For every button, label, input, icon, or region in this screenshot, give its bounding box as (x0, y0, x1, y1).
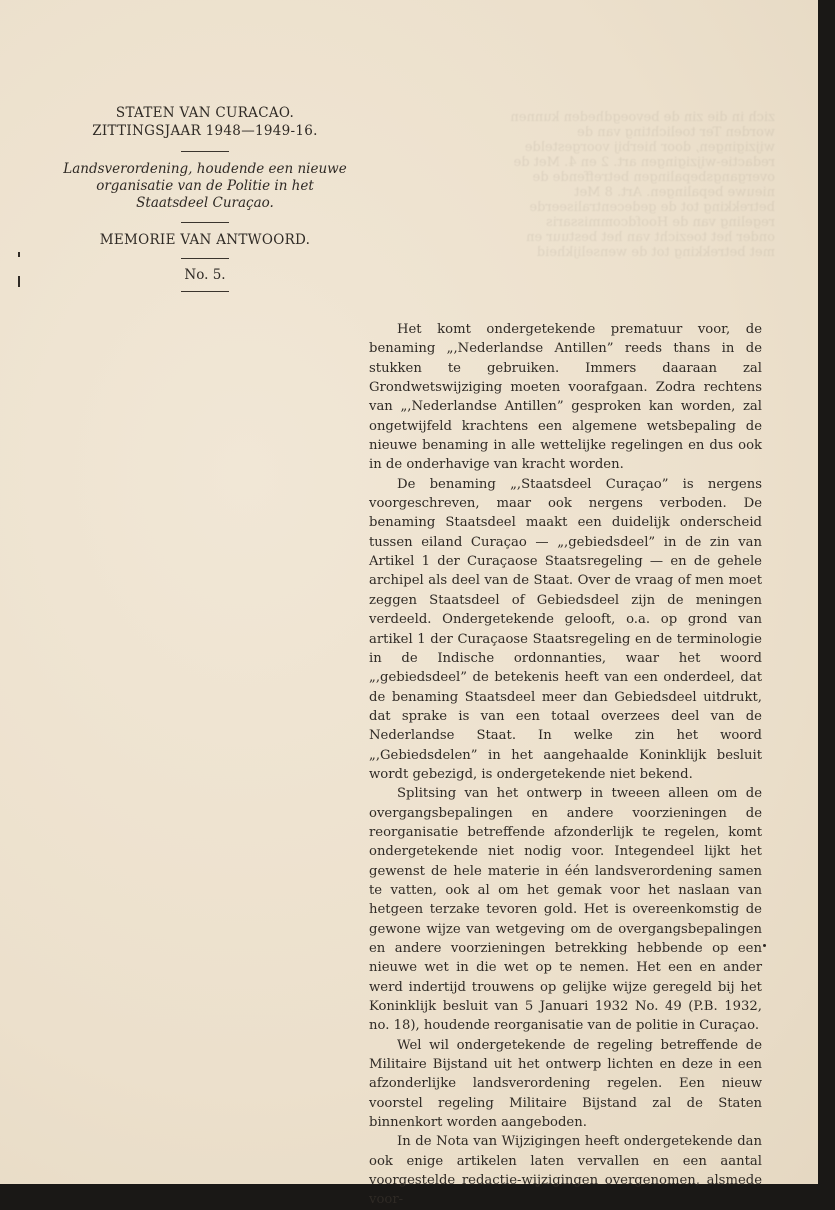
divider (181, 222, 229, 223)
header-block (55, 104, 355, 300)
document-subject: Landsverordening, houdende een nieuwe organisatie van de Politie in het Staatsdeel Curaçao. (63, 161, 347, 211)
paragraph: In de Nota van Wijzigingen heeft ondergetekende dan ook enige artikelen laten vervallen en een aantal voorgestelde redactie-wijzigingen overgenomen, alsmede voor- (369, 1134, 762, 1208)
paragraph: Splitsing van het ontwerp in tweeen alleen om de overgangsbepalingen en andere voorzieningen de reorganisatie betreffende afzonderlijk te regelen, komt ondergetekende niet nodig voor. Integendeel lijkt het gewenst de hele materie in één landsverordening samen te vatten, ook al om het gemak voor het naslaan van hetgeen terzake tevoren gold. Het is overeenkomstig de gewone wijze van wetgeving om de overgangsbepalingen en andere voorzieningen betrekking hebbende op een nieuwe wet in die wet op te nemen. Het een en ander werd indertijd trouwens op gelijke wijze geregeld bij het Koninklijk besluit van 5 Januari 1932 No. 49 (P.B. 1932, no. 18), houdende reorganisatie van de politie in Curaçao. (369, 786, 762, 1034)
show-through-text: zich in die zin de bevoegdheden kunnen worden Ter toelichting van de wijzigingen, door hierbij voorgestelde redactie-wijzigingen art. 2 en 4. Met de overgangsbepalingen betreffende de nieuwe bepalingen. Art. 8 Met betrekking tot de gedecentraliseerde regeling van de Hoofdcommissaris onder het toezicht van het bestuur en met betrekking tot de wenselijkheid (510, 110, 775, 260)
divider (181, 258, 229, 259)
paragraph: Het komt ondergetekende prematuur voor, de benaming „,Nederlandse Antillen” reeds thans in de stukken te gebruiken. Immers daaraan zal Grondwetswijziging moeten voorafgaan. Zodra rechtens van „,Nederlandse Antillen” gesproken kan worden, zal ongetwijfeld krachtens een algemene wetsbepaling de nieuwe benaming in alle wettelijke regelingen en dus ook in de onderhavige van kracht worden. (369, 322, 762, 473)
document-heading: MEMORIE VAN ANTWOORD. (99, 232, 311, 248)
margin-dot (763, 944, 766, 947)
document-number: No. 5. (184, 267, 226, 283)
paragraph: De benaming „,Staatsdeel Curaçao” is nergens voorgeschreven, maar ook nergens verboden. De benaming Staatsdeel maakt een duidelijk onderscheid tussen eiland Curaçao — „,gebiedsdeel” in de zin van Artikel 1 der Curaçaose Staatsregeling — en de gehele archipel als deel van de Staat. Over de vraag of men moet zeggen Staatsdeel of Gebiedsdeel zijn de meningen verdeeld. Ondergetekende gelooft, o.a. op grond van artikel 1 der Curaçaose Staatsregeling en de terminologie in de Indische ordonnanties, waar het woord „,gebiedsdeel” de betekenis heeft van een onderdeel, dat de benaming Staatsdeel meer dan Gebiedsdeel uitdrukt, dat sprake is van een totaal overzees deel van de Nederlandse Staat. In welke zin het woord „,Gebiedsdelen” in het aangehaalde Koninklijk besluit wordt gebezigd, is ondergetekende niet bekend. (369, 476, 762, 782)
assembly-title: STATEN VAN CURACAO. (115, 105, 295, 121)
paragraph: Wel wil ondergetekende de regeling betreffende de Militaire Bijstand uit het ontwerp lichten en deze in een afzonderlijke landsverordening regelen. Een nieuw voorstel regeling Militaire Bijstand zal de Staten binnenkort worden aangeboden. (369, 1037, 762, 1131)
margin-mark (18, 276, 20, 287)
body-text (369, 320, 762, 1210)
divider (181, 291, 229, 292)
divider (181, 151, 229, 152)
margin-mark (18, 252, 20, 257)
session-year: ZITTINGSJAAR 1948—1949-16. (92, 123, 318, 139)
